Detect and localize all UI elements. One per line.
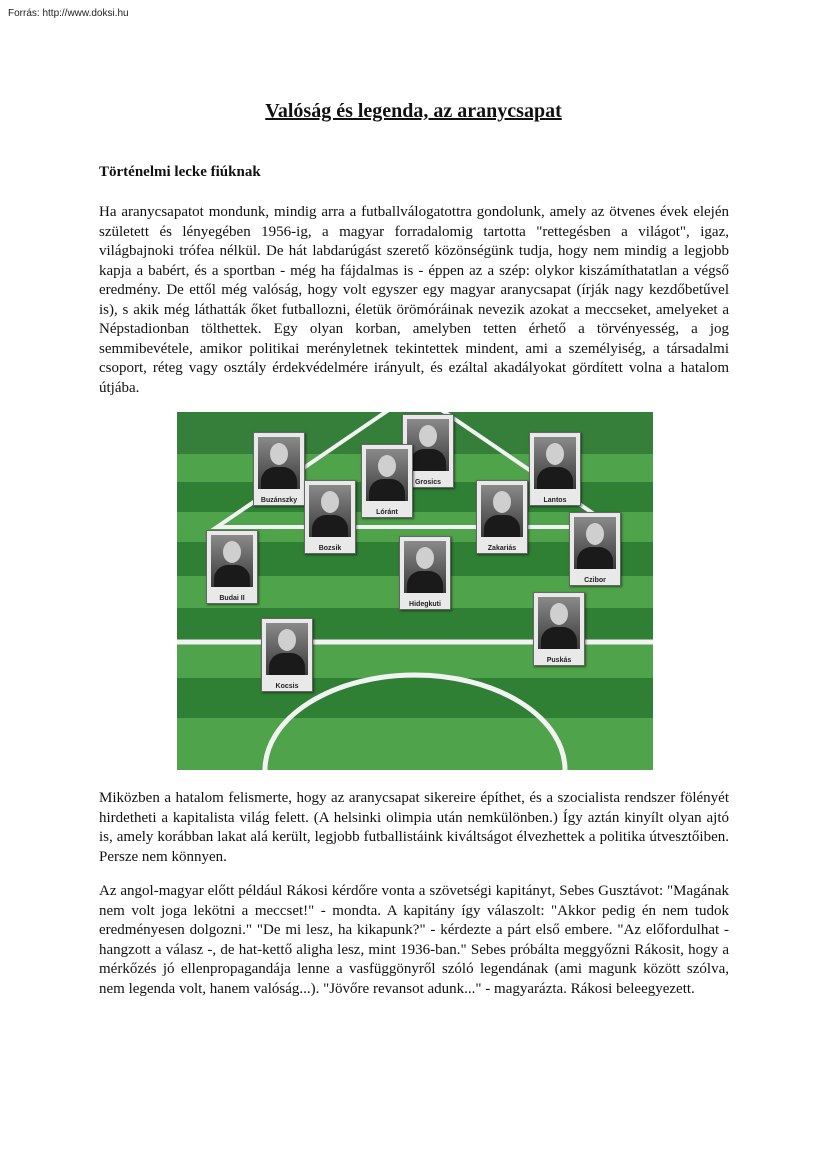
player-photo bbox=[538, 597, 580, 649]
player-photo bbox=[366, 449, 408, 501]
player-photo bbox=[574, 517, 616, 569]
player-photo bbox=[481, 485, 523, 537]
player-card bbox=[399, 536, 451, 610]
player-card bbox=[304, 480, 356, 554]
team-lineup-figure bbox=[177, 412, 653, 770]
player-card bbox=[206, 530, 258, 604]
player-name: Zakariás bbox=[487, 545, 517, 552]
player-photo bbox=[534, 437, 576, 489]
paragraph-middle: Miközben a hatalom felismerte, hogy az aranycsapat sikereire építhet, és a szocialista rendszer fölényét hirdetheti a kapitalista világ felett. (A helsinki olimpia után nemkülönben.) Így aztán kinyílt olyan ajtó is, amely korábban lakat alá került, legjobb futballistáink kiváltságot élvezhettek a politika útvesztőiben. Persze nem könnyen. bbox=[99, 790, 729, 865]
page-title: Valóság és legenda, az aranycsapat bbox=[265, 100, 562, 122]
player-name: Lóránt bbox=[376, 509, 398, 516]
source-label: Forrás: http://www.doksi.hu bbox=[8, 8, 129, 19]
player-photo bbox=[211, 535, 253, 587]
player-card bbox=[529, 432, 581, 506]
player-photo bbox=[258, 437, 300, 489]
player-photo bbox=[266, 623, 308, 675]
player-name: Lantos bbox=[543, 497, 567, 504]
player-photo bbox=[404, 541, 446, 593]
player-card bbox=[533, 592, 585, 666]
player-name: Kocsis bbox=[275, 683, 299, 690]
player-card bbox=[476, 480, 528, 554]
player-card bbox=[261, 618, 313, 692]
paragraph-rakosi: Az angol-magyar előtt például Rákosi kérdőre vonta a szövetségi kapitányt, Sebes Gusztávot: "Magának nem volt joga lekötni a meccset!" - mondta. A kapitány így válaszolt: "Akkor pedig én nem tudok eredményesen dolgozni." "De mi lesz, ha kikapunk?" - kérdezte a párt első embere. "Az előfordulhat - hangzott a válasz -, de hat-kettő aligha lesz, mint 1936-ban." Sebes próbálta meggyőzni Rákosit, hogy a mérkőzés jó ellenpropagandája lenne a vasfüggönyről szóló legendának (ami magunk között szólva, nem legenda volt, hanem valóság...). "Jövőre revansot adunk..." - magyarázta. Rákosi beleegyezett. bbox=[99, 883, 729, 997]
player-name: Budai II bbox=[219, 595, 245, 602]
player-card bbox=[361, 444, 413, 518]
paragraph-intro: Ha aranycsapatot mondunk, mindig arra a futballválogatottra gondolunk, amely az ötvenes évek elején született és lényegében 1956-ig, a magyar forradalomig tartotta "rettegésben a világot", igaz, világbajnoki trófea nélkül. De hát labdarúgást szerető közönségünk tudja, hogy nem mindig a legjobb kapja a babért, és a sportban - még ha fájdalmas is - éppen az a szép: olykor kiszámíthatatlan a végső eredmény. De ettől még valóság, hogy volt egyszer egy magyar aranycsapat (írják nagy kezdőbetűvel is), s akik még láthatták őket futballozni, életük örömóráinak nevezik azokat a meccseket, amelyeket a Népstadionban tölthettek. Egy olyan korban, amelyben tetten érhető a törvényesség, a jog semmibevétele, amikor politikai merényletnek tekintettek mindent, ami a személyiség, a társadalmi csoport, réteg vagy osztály érdekvédelmére irányult, és ezáltal akadályokat gördített volna a hatalom útjába. bbox=[99, 204, 729, 396]
player-photo bbox=[407, 419, 449, 471]
player-name: Puskás bbox=[546, 657, 572, 664]
player-name: Czibor bbox=[584, 577, 606, 584]
player-card bbox=[253, 432, 305, 506]
player-photo bbox=[309, 485, 351, 537]
player-name: Grosics bbox=[414, 479, 442, 486]
player-name: Buzánszky bbox=[260, 497, 298, 504]
section-subtitle: Történelmi lecke fiúknak bbox=[99, 164, 261, 180]
player-name: Hidegkuti bbox=[409, 601, 441, 608]
player-name: Bozsik bbox=[318, 545, 342, 552]
player-card bbox=[569, 512, 621, 586]
